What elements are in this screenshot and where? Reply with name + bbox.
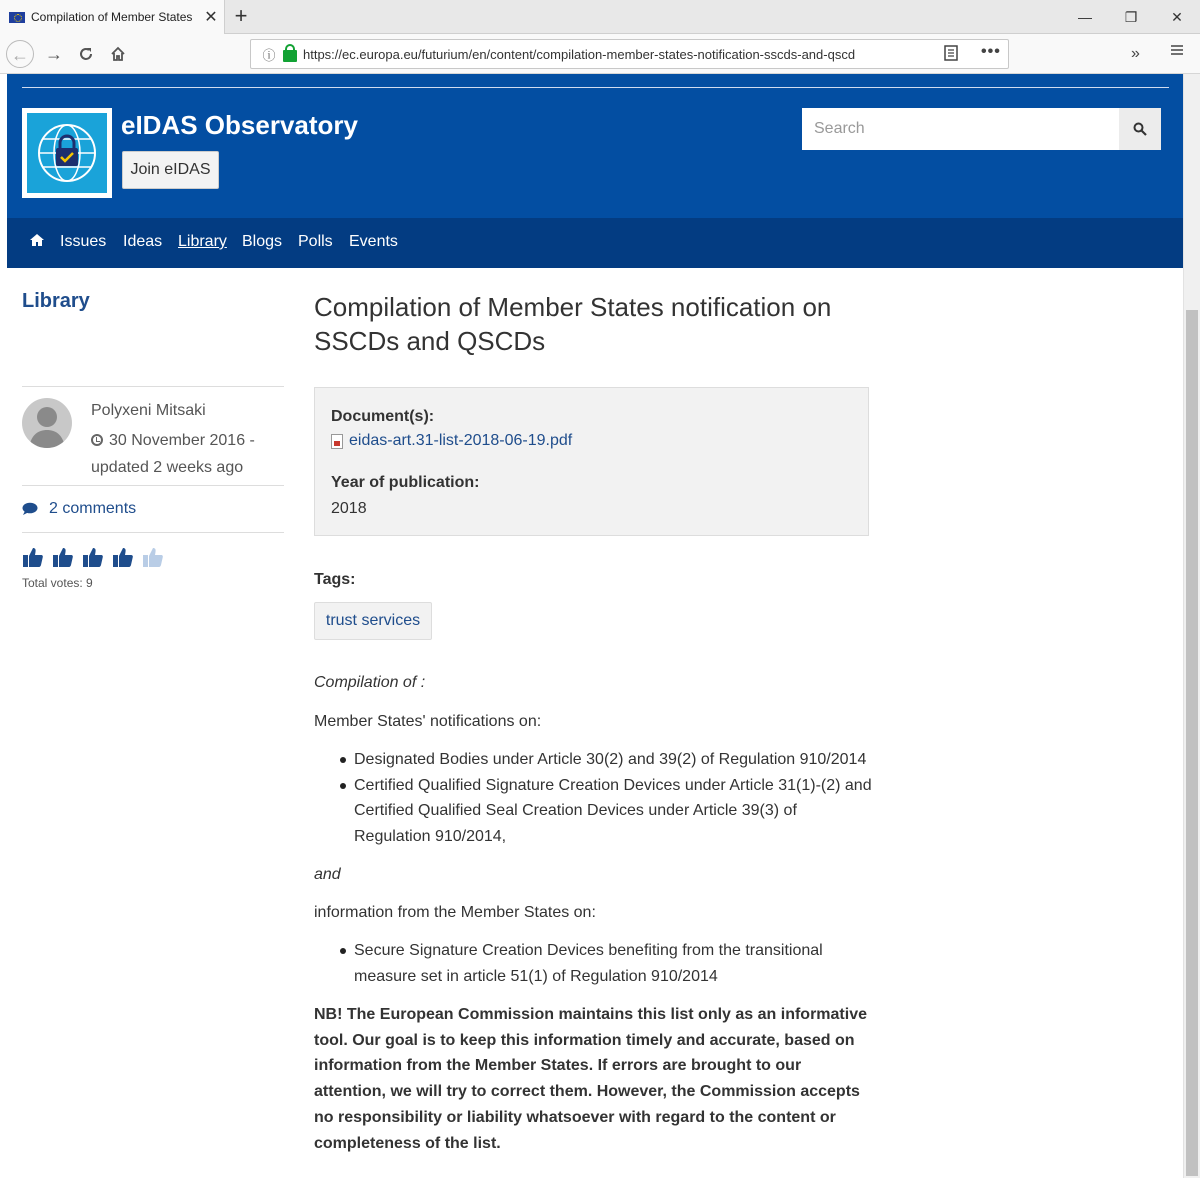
search-icon (1133, 122, 1147, 136)
pdf-file-icon (331, 434, 343, 449)
year-label: Year of publication: (331, 474, 480, 491)
search-button[interactable] (1119, 108, 1161, 150)
section-title[interactable]: Library (22, 290, 90, 312)
thumbs-up-icon[interactable] (112, 546, 134, 568)
forward-arrow-icon[interactable]: → (45, 44, 63, 64)
main-navigation (7, 218, 1183, 268)
close-window-button[interactable]: ✕ (1171, 9, 1183, 25)
nav-item-polls[interactable]: Polls (298, 233, 333, 250)
list-item: Secure Signature Creation Devices benefiting from the transitional measure set in article 51(1) of Regulation 910/2014 (314, 938, 874, 989)
documents-label: Document(s): (331, 408, 435, 425)
search-input[interactable] (802, 108, 1119, 150)
tags-label: Tags: (314, 571, 356, 588)
year-value: 2018 (331, 500, 367, 517)
web-page (0, 74, 1183, 1178)
thumbs-up-icon[interactable] (22, 546, 44, 568)
nav-item-ideas[interactable]: Ideas (123, 233, 163, 250)
thumbs-up-icon[interactable] (82, 546, 104, 568)
nav-item-blogs[interactable]: Blogs (242, 233, 283, 250)
information-intro: information from the Member States on: (314, 904, 596, 921)
home-icon[interactable] (29, 233, 45, 252)
page-title: Compilation of Member States notification on SSCDs and QSCDs (314, 292, 832, 356)
clock-icon (91, 434, 103, 446)
list-item: Designated Bodies under Article 30(2) and 39(2) of Regulation 910/2014 (314, 747, 874, 773)
comment-icon (22, 502, 38, 516)
overflow-chevron-icon[interactable]: » (1131, 45, 1140, 62)
divider (22, 532, 284, 533)
browser-tab-bar (0, 0, 1200, 34)
nav-item-events[interactable]: Events (349, 233, 398, 250)
browser-tab[interactable] (0, 0, 225, 34)
page-actions-icon[interactable]: ••• (981, 43, 1001, 60)
tag-link[interactable]: trust services (314, 602, 432, 640)
updated-text: updated 2 weeks ago (91, 459, 244, 476)
home-icon[interactable] (104, 40, 132, 68)
thumbs-up-icon[interactable] (142, 546, 164, 568)
join-button[interactable]: Join eIDAS (122, 151, 219, 189)
reader-view-icon[interactable] (944, 45, 958, 65)
notifications-list (314, 747, 874, 849)
list-item: Certified Qualified Signature Creation Devices under Article 31(1)-(2) and Certified Qualified Seal Creation Devices under Article 39(3) of Regulation 910/2014, (314, 773, 874, 850)
compilation-heading: Compilation of : (314, 674, 426, 691)
site-logo[interactable] (22, 108, 112, 198)
divider (22, 485, 284, 486)
minimize-button[interactable]: — (1078, 9, 1092, 25)
browser-toolbar (0, 34, 1200, 74)
address-bar[interactable] (250, 39, 1009, 69)
back-arrow-icon[interactable]: ← (6, 40, 34, 68)
thumbs-up-icon[interactable] (52, 546, 74, 568)
comments-count[interactable]: 2 comments (49, 500, 137, 517)
vote-rating[interactable] (22, 546, 164, 568)
divider (22, 386, 284, 387)
reload-icon[interactable] (72, 40, 100, 68)
close-tab-icon[interactable]: ✕ (204, 9, 218, 26)
site-title[interactable]: eIDAS Observatory (121, 110, 358, 140)
hamburger-menu-icon[interactable] (1170, 43, 1184, 62)
eu-flag-icon (9, 12, 25, 23)
document-link[interactable] (331, 432, 572, 450)
url-text[interactable]: https://ec.europa.eu/futurium/en/content/compilation-member-states-notification-sscds-and-qscd (303, 46, 856, 62)
post-date (91, 427, 281, 481)
date-text: 30 November 2016 - (109, 432, 255, 449)
header-divider (22, 87, 1169, 88)
disclaimer-text: NB! The European Commission maintains this list only as an informative tool. Our goal is to keep this information timely and accurate, based on information from the Member States. If errors are brought to our attention, we will try to correct them. However, the Commission accepts no responsibility or liability whatsoever with regard to the content or completeness of the list. (314, 1006, 867, 1152)
document-info-box (314, 387, 869, 536)
avatar[interactable] (22, 398, 72, 448)
notifications-intro: Member States' notifications on: (314, 713, 542, 730)
vertical-scrollbar[interactable] (1183, 74, 1200, 1178)
scrollbar-thumb[interactable] (1186, 310, 1198, 1176)
globe-lock-icon (36, 122, 98, 184)
author-name[interactable]: Polyxeni Mitsaki (91, 402, 206, 419)
information-list (314, 938, 874, 989)
and-text: and (314, 866, 341, 883)
comments-link[interactable] (22, 500, 136, 518)
total-votes: Total votes: 9 (22, 576, 93, 590)
nav-item-issues[interactable]: Issues (60, 233, 107, 250)
document-filename[interactable]: eidas-art.31-list-2018-06-19.pdf (349, 432, 573, 449)
new-tab-button[interactable]: + (234, 3, 248, 28)
tab-title: Compilation of Member States (31, 10, 193, 24)
lock-icon (283, 50, 297, 62)
info-icon[interactable]: ⓘ (262, 47, 276, 63)
restore-button[interactable]: ❐ (1124, 9, 1138, 25)
nav-item-library[interactable]: Library (178, 233, 227, 250)
